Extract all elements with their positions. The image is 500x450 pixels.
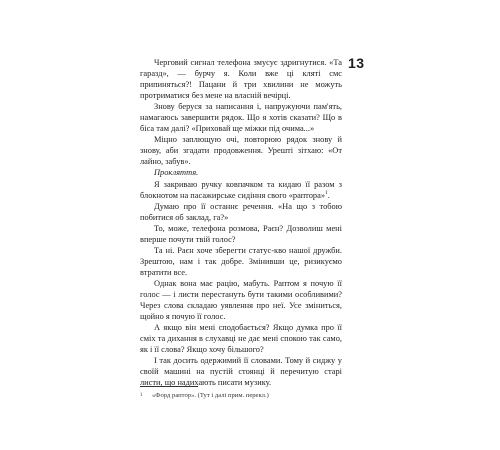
- footnote-divider: [140, 386, 198, 387]
- page-number: 13: [348, 55, 365, 71]
- footnote-reference: 1: [325, 189, 328, 196]
- paragraph: Та ні. Раєн хоче зберегти статус-кво нашої дружби. Зрештою, нам і так добре. Змінивши це, ризикуємо втратити все.: [140, 245, 342, 277]
- paragraph: Прокляття.: [154, 168, 199, 178]
- paragraph-with-footnote: Я закриваю ручку ковпачком та кидаю її разом з блокнотом на пасажирське сидіння свого «раптора»$^1$.: [140, 179, 342, 200]
- paragraph: Міцно заплющую очі, повторюю рядок знову й знову, аби згадати продовження. Урешті зітхаю: «От лайно, забув».: [140, 135, 342, 167]
- paragraph: Думаю про її останнє речення. «На що з тобою побитися об заклад, га?»: [140, 201, 342, 222]
- paragraph: Знову беруся за написання і, напружуючи пам'ять, намагаюсь завершити рядок. Що я хотів сказати? Що в біса там далі? «Приховай ще міжки під очима...»: [140, 102, 342, 134]
- paragraph: То, може, телефона розмова, Раєн? Дозволиш мені вперше почути твій голос?: [140, 223, 342, 244]
- footnote-mark: 1: [140, 393, 143, 398]
- paragraph: А якщо він мені сподобається? Якщо думка про її сміх та дихання в слухавці не дає мені спокою так само, як і її слова? Якщо хочу більшого?: [140, 323, 342, 355]
- paragraph: Черговий сигнал телефона змусує здригнутися. «Та гаразд», — бурчу я. Коли вже ці кляті смс припиняться?! Пацани й три хвилини не можуть протриматися без мене на власній вечірці.: [140, 58, 342, 101]
- paragraph: І так досить одержимий її словами. Тому й сиджу у своїй машині на пустій стоянці й перечитую старі листи, що надихають писати музику.: [140, 356, 342, 388]
- footnote-text: «Форд раптор». (Тут і далі прим. перекл.): [152, 392, 269, 399]
- body-text: [140, 57, 342, 388]
- paragraph: Однак вона має рацію, мабуть. Раптом я почую її голос — і листи перестануть бути такими особливими? Через слова складаю уявлення про неї. Усе зміниться, щойно я почую її голос.: [140, 278, 342, 322]
- paragraph-text: Я закриваю ручку ковпачком та кидаю її разом з блокнотом на пасажирське сидіння свого «раптора»: [140, 179, 342, 200]
- footnote: [140, 392, 350, 400]
